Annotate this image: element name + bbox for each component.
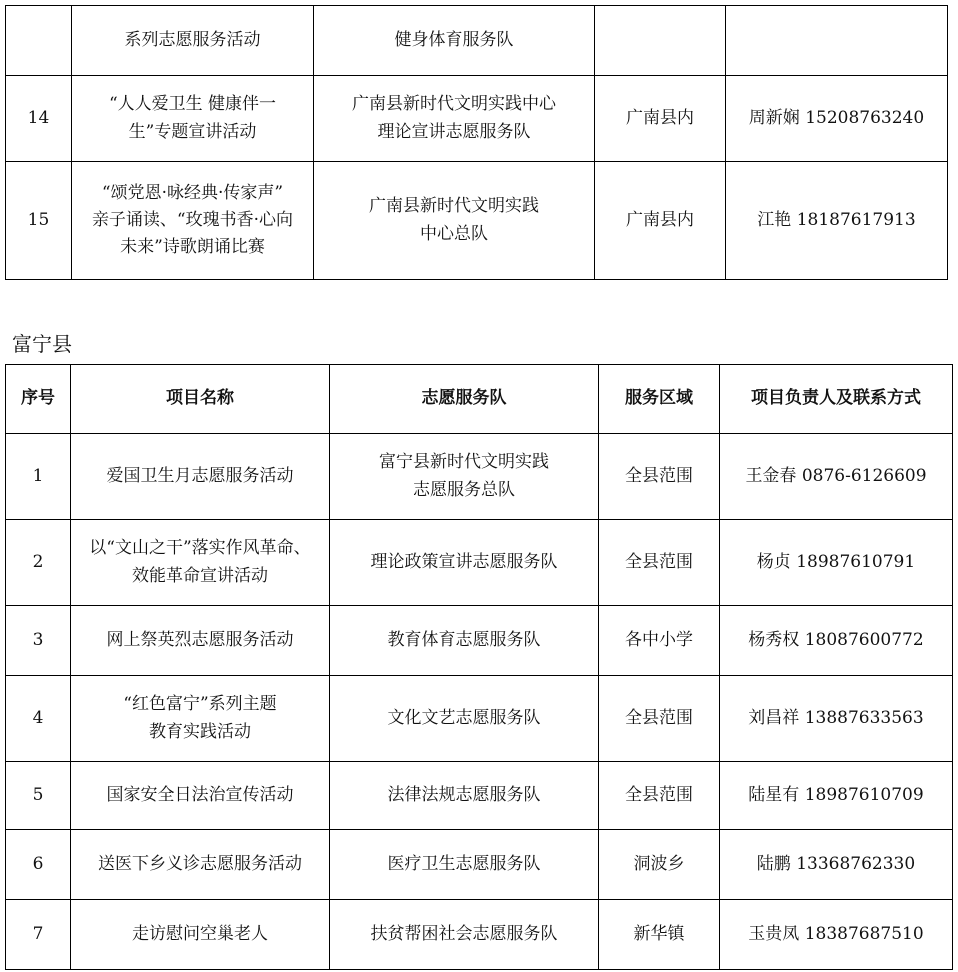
contact-cell: 周新娴 15208763240 — [726, 76, 948, 162]
header-seq: 序号 — [6, 365, 71, 434]
area-cell: 广南县内 — [595, 162, 726, 280]
seq-cell: 2 — [6, 520, 71, 606]
seq-cell: 4 — [6, 676, 71, 762]
header-project-name: 项目名称 — [71, 365, 330, 434]
table-row — [6, 830, 953, 900]
team-cell: 广南县新时代文明实践 中心总队 — [314, 162, 595, 280]
area-cell: 全县范围 — [599, 762, 720, 830]
contact-cell: 陆星有 18987610709 — [720, 762, 953, 830]
team-cell: 广南县新时代文明实践中心 理论宣讲志愿服务队 — [314, 76, 595, 162]
header-team: 志愿服务队 — [330, 365, 599, 434]
team-cell: 医疗卫生志愿服务队 — [330, 830, 599, 900]
contact-cell: 杨贞 18987610791 — [720, 520, 953, 606]
contact-cell: 杨秀权 18087600772 — [720, 606, 953, 676]
county-heading: 富宁县 — [12, 332, 72, 356]
project-name-cell: “红色富宁”系列主题 教育实践活动 — [71, 676, 330, 762]
project-name-cell: 以“文山之干”落实作风革命、 效能革命宣讲活动 — [71, 520, 330, 606]
contact-cell — [726, 6, 948, 76]
table-header-row — [6, 365, 953, 434]
area-cell: 各中小学 — [599, 606, 720, 676]
table-row — [6, 606, 953, 676]
team-cell: 教育体育志愿服务队 — [330, 606, 599, 676]
seq-cell: 15 — [6, 162, 72, 280]
team-cell: 健身体育服务队 — [314, 6, 595, 76]
table-row — [6, 520, 953, 606]
table-row — [6, 6, 948, 76]
seq-cell: 5 — [6, 762, 71, 830]
table-row — [6, 76, 948, 162]
area-cell: 全县范围 — [599, 434, 720, 520]
area-cell: 全县范围 — [599, 520, 720, 606]
area-cell — [595, 6, 726, 76]
contact-cell: 玉贵凤 18387687510 — [720, 900, 953, 970]
table-row — [6, 762, 953, 830]
contact-cell: 陆鹏 13368762330 — [720, 830, 953, 900]
header-contact: 项目负责人及联系方式 — [720, 365, 953, 434]
seq-cell: 3 — [6, 606, 71, 676]
contact-cell: 刘昌祥 13887633563 — [720, 676, 953, 762]
seq-cell: 6 — [6, 830, 71, 900]
project-name-cell: 系列志愿服务活动 — [72, 6, 314, 76]
project-name-cell: 送医下乡义诊志愿服务活动 — [71, 830, 330, 900]
table-row — [6, 434, 953, 520]
table-row — [6, 900, 953, 970]
project-name-cell: 国家安全日法治宣传活动 — [71, 762, 330, 830]
area-cell: 新华镇 — [599, 900, 720, 970]
area-cell: 全县范围 — [599, 676, 720, 762]
seq-cell — [6, 6, 72, 76]
seq-cell: 7 — [6, 900, 71, 970]
project-name-cell: 爱国卫生月志愿服务活动 — [71, 434, 330, 520]
header-area: 服务区域 — [599, 365, 720, 434]
project-name-cell: 走访慰问空巢老人 — [71, 900, 330, 970]
area-cell: 广南县内 — [595, 76, 726, 162]
team-cell: 法律法规志愿服务队 — [330, 762, 599, 830]
table-row — [6, 676, 953, 762]
contact-cell: 王金春 0876-6126609 — [720, 434, 953, 520]
guangnan-table — [5, 5, 948, 280]
seq-cell: 1 — [6, 434, 71, 520]
contact-cell: 江艳 18187617913 — [726, 162, 948, 280]
area-cell: 洞波乡 — [599, 830, 720, 900]
funing-table — [5, 364, 953, 970]
project-name-cell: “人人爱卫生 健康伴一 生”专题宣讲活动 — [72, 76, 314, 162]
team-cell: 文化文艺志愿服务队 — [330, 676, 599, 762]
team-cell: 扶贫帮困社会志愿服务队 — [330, 900, 599, 970]
table-row — [6, 162, 948, 280]
team-cell: 理论政策宣讲志愿服务队 — [330, 520, 599, 606]
project-name-cell: “颂党恩·咏经典·传家声” 亲子诵读、“玫瑰书香·心向 未来”诗歌朗诵比赛 — [72, 162, 314, 280]
project-name-cell: 网上祭英烈志愿服务活动 — [71, 606, 330, 676]
seq-cell: 14 — [6, 76, 72, 162]
team-cell: 富宁县新时代文明实践 志愿服务总队 — [330, 434, 599, 520]
